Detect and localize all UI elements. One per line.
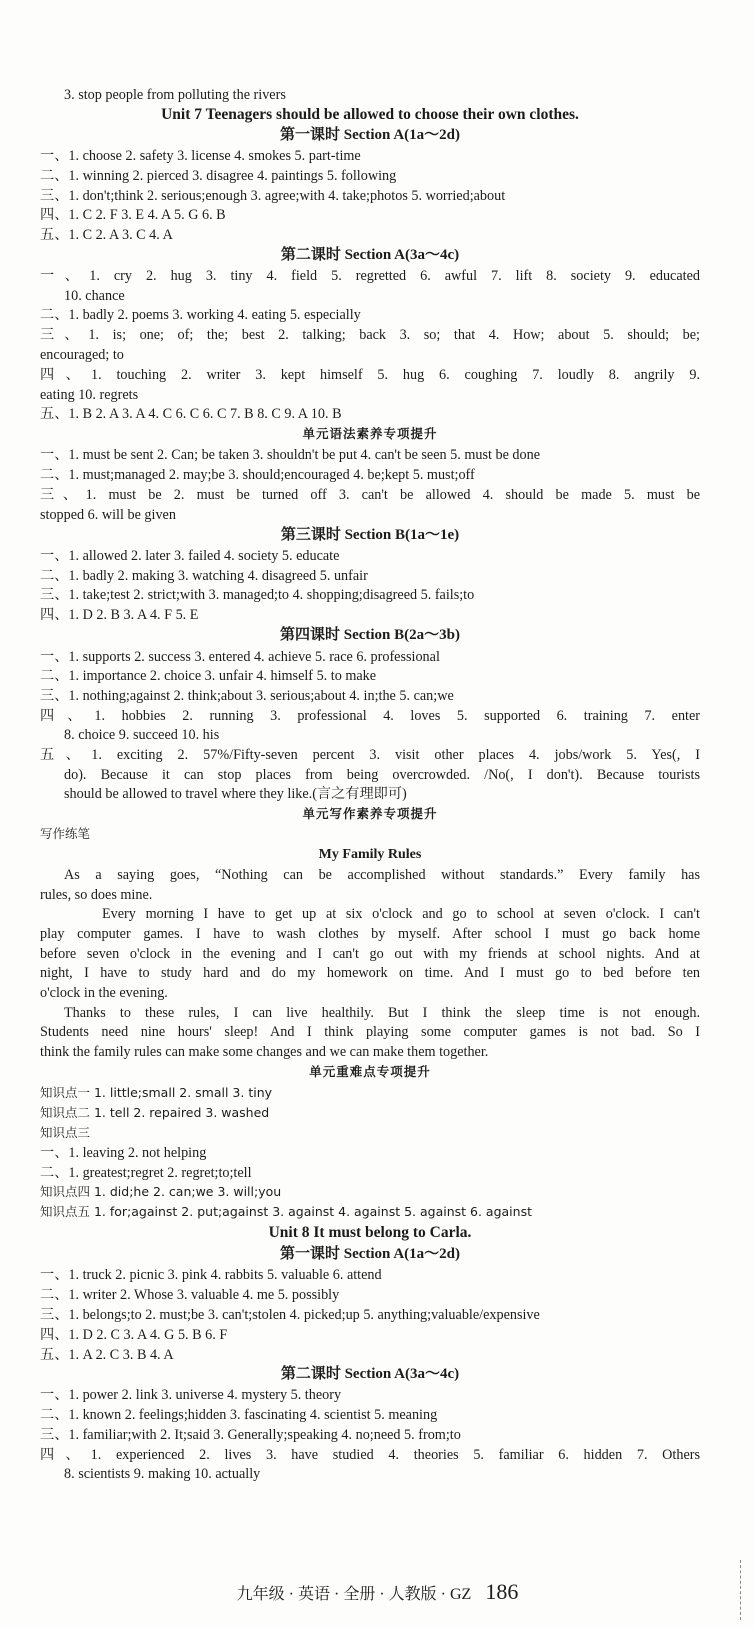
answer-line: 二、1. known 2. feelings;hidden 3. fascinating 4. scientist 5. meaning <box>40 1407 438 1423</box>
answer-line: 知识点一 1. little;small 2. small 3. tiny <box>40 1085 273 1100</box>
answer-line: stopped 6. will be given <box>40 507 176 523</box>
lesson-heading: 第四课时 Section B(2a～3b) <box>279 627 460 643</box>
answer-line: 一、1. truck 2. picnic 3. pink 4. rabbits 5. valuable 6. attend <box>40 1267 382 1283</box>
answer-line: 一、1. must be sent 2. Can; be taken 3. shouldn't be put 4. can't be seen 5. must be done <box>40 447 541 463</box>
answer-line: 知识点三 <box>40 1125 91 1140</box>
essay-line: Students need nine hours' sleep! And I think playing some computer games is not bad. So I <box>40 1024 700 1040</box>
answer-line: 一、1. supports 2. success 3. entered 4. achieve 5. race 6. professional <box>40 649 440 665</box>
answer-line: should be allowed to travel where they like.(言之有理即可) <box>64 786 407 802</box>
answer-line: 三、1. nothing;against 2. think;about 3. serious;about 4. in;the 5. can;we <box>40 688 454 704</box>
essay-line: rules, so does mine. <box>40 887 153 903</box>
answer-line: 知识点二 1. tell 2. repaired 3. washed <box>40 1105 270 1120</box>
lesson-heading: 第三课时 Section B(1a～1e) <box>280 527 460 543</box>
unit-title: Unit 8 It must belong to Carla. <box>268 1224 472 1241</box>
answer-line: 知识点五 1. for;against 2. put;against 3. against 4. against 5. against 6. against <box>40 1204 532 1219</box>
page-number: 186 <box>485 1579 519 1604</box>
answer-line: 五、1. A 2. C 3. B 4. A <box>40 1347 174 1363</box>
answer-line: 四、1. C 2. F 3. E 4. A 5. G 6. B <box>40 207 226 223</box>
answer-line: 二、1. writer 2. Whose 3. valuable 4. me 5. possibly <box>40 1287 340 1303</box>
answer-line: 8. choice 9. succeed 10. his <box>64 727 220 743</box>
answer-line: 四、1. D 2. B 3. A 4. F 5. E <box>40 607 199 623</box>
answer-line: 三、1. is; one; of; the; best 2. talking; back 3. so; that 4. How; about 5. should; be; <box>40 327 700 343</box>
answer-line: 8. scientists 9. making 10. actually <box>64 1466 261 1482</box>
section-heading: 单元重难点专项提升 <box>309 1064 431 1079</box>
answer-line: encouraged; to <box>40 347 124 363</box>
answer-line: 五、1. C 2. A 3. C 4. A <box>40 227 173 243</box>
unit-title: Unit 7 Teenagers should be allowed to choose their own clothes. <box>161 106 579 123</box>
page-footer <box>0 1579 755 1605</box>
answer-line: 四、1. touching 2. writer 3. kept himself 5. hug 6. coughing 7. loudly 8. angrily 9. <box>40 367 700 383</box>
writing-label: 写作练笔 <box>40 826 91 841</box>
essay-line: play computer games. I have to wash clothes by myself. After school I must go back home <box>40 926 700 942</box>
answer-line: eating 10. regrets <box>40 387 139 403</box>
footer-text: 九年级 · 英语 · 全册 · 人教版 · GZ <box>236 1586 472 1603</box>
answer-line: 一、1. cry 2. hug 3. tiny 4. field 5. regretted 6. awful 7. lift 8. society 9. educated <box>40 268 700 284</box>
essay-line: before seven o'clock in the evening and I can't go out with my friends at school nights. And at <box>40 946 700 962</box>
answer-line: 一、1. power 2. link 3. universe 4. mystery 5. theory <box>40 1387 342 1403</box>
answer-line: 二、1. importance 2. choice 3. unfair 4. himself 5. to make <box>40 668 377 684</box>
answer-line: 二、1. greatest;regret 2. regret;to;tell <box>40 1165 252 1181</box>
answer-line: 五、1. exciting 2. 57%/Fifty-seven percent 3. visit other places 4. jobs/work 5. Yes(, I <box>40 747 700 763</box>
lesson-heading: 第一课时 Section A(1a～2d) <box>279 1246 460 1262</box>
essay-line: o'clock in the evening. <box>40 985 168 1001</box>
answer-line: 四、1. D 2. C 3. A 4. G 5. B 6. F <box>40 1327 228 1343</box>
answer-line: 二、1. badly 2. making 3. watching 4. disagreed 5. unfair <box>40 568 368 584</box>
answer-line: 二、1. must;managed 2. may;be 3. should;encouraged 4. be;kept 5. must;off <box>40 467 475 483</box>
answer-line: 四、1. hobbies 2. running 3. professional 4. loves 5. supported 6. training 7. enter <box>40 708 700 724</box>
essay-line: think the family rules can make some changes and we can make them together. <box>40 1044 489 1060</box>
lesson-heading: 第一课时 Section A(1a～2d) <box>279 127 460 143</box>
answer-line: 二、1. badly 2. poems 3. working 4. eating 5. especially <box>40 307 361 323</box>
answer-line: do). Because it can stop places from being overcrowded. /No(, I don't). Because tourists <box>64 767 700 783</box>
answer-line: 三、1. don't;think 2. serious;enough 3. agree;with 4. take;photos 5. worried;about <box>40 188 506 204</box>
answer-line: 三、1. familiar;with 2. It;said 3. Generally;speaking 4. no;need 5. from;to <box>40 1427 461 1443</box>
answer-line: 知识点四 1. did;he 2. can;we 3. will;you <box>40 1184 282 1199</box>
answer-line: 一、1. choose 2. safety 3. license 4. smokes 5. part-time <box>40 148 361 164</box>
answer-line: 一、1. leaving 2. not helping <box>40 1145 207 1161</box>
essay-line: Thanks to these rules, I can live healthily. But I think the sleep time is not enough. <box>64 1005 700 1021</box>
essay-line: As a saying goes, “Nothing can be accomplished without standards.” Every family has <box>64 867 700 883</box>
page-edge-divider <box>740 1560 743 1620</box>
answer-line: 二、1. winning 2. pierced 3. disagree 4. paintings 5. following <box>40 168 397 184</box>
essay-title: My Family Rules <box>318 847 422 862</box>
answer-line: 五、1. B 2. A 3. A 4. C 6. C 6. C 7. B 8. C 9. A 10. B <box>40 406 342 422</box>
essay-line: Every morning I have to get up at six o'clock and go to school at seven o'clock. I can't <box>102 906 700 922</box>
section-heading: 单元语法素养专项提升 <box>302 426 438 441</box>
answer-line: 四、1. experienced 2. lives 3. have studied 4. theories 5. familiar 6. hidden 7. Others <box>40 1447 700 1463</box>
answer-line: 一、1. allowed 2. later 3. failed 4. society 5. educate <box>40 548 340 564</box>
answer-line: 3. stop people from polluting the rivers <box>64 87 286 103</box>
answer-line: 三、1. belongs;to 2. must;be 3. can't;stolen 4. picked;up 5. anything;valuable/expensive <box>40 1307 540 1323</box>
answer-line: 三、1. must be 2. must be turned off 3. can't be allowed 4. should be made 5. must be <box>40 487 700 503</box>
answer-line: 10. chance <box>64 288 125 304</box>
lesson-heading: 第二课时 Section A(3a～4c) <box>280 1366 460 1382</box>
section-heading: 单元写作素养专项提升 <box>302 806 438 821</box>
essay-line: night, I have to study hard and do my homework on time. And I must go to bed before ten <box>40 965 700 981</box>
lesson-heading: 第二课时 Section A(3a～4c) <box>280 247 460 263</box>
answer-line: 三、1. take;test 2. strict;with 3. managed;to 4. shopping;disagreed 5. fails;to <box>40 587 475 603</box>
